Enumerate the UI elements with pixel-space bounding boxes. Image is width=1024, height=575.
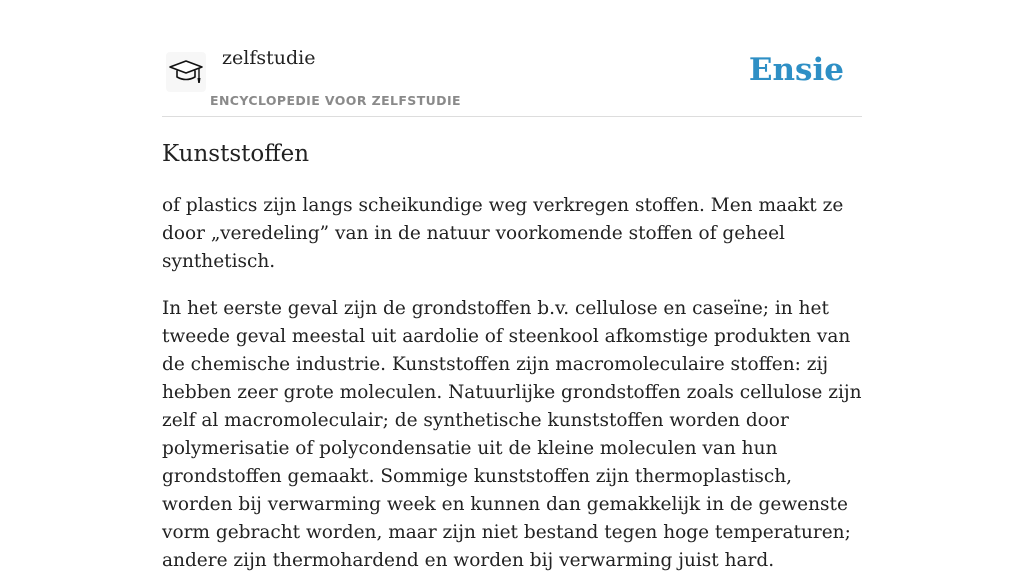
site-header <box>162 0 862 117</box>
article-title: Kunststoffen <box>162 141 310 167</box>
article <box>162 138 862 575</box>
graduation-cap-icon[interactable] <box>166 52 206 92</box>
article-paragraph: of plastics zijn langs scheikundige weg verkregen stoffen. Men maakt ze door „veredeling” van in de natuur voorkomende stoffen of geheel synthetisch. <box>162 195 844 272</box>
brand-tagline: ENCYCLOPEDIE VOOR ZELFSTUDIE <box>210 93 461 108</box>
article-paragraph: In het eerste geval zijn de grondstoffen b.v. cellulose en caseïne; in het tweede geval meestal uit aardolie of steenkool afkomstige produkten van de chemische industrie. Kunststoffen zijn macromoleculaire stoffen: zij hebben zeer grote moleculen. Natuurlijke grondstoffen zoals cellulose zijn zelf al macromoleculair; de synthetische kunststoffen worden door polymerisatie of polycondensatie uit de kleine moleculen van hun grondstoffen gemaakt. Sommige kunststoffen zijn thermoplastisch, worden bij verwarming week en kunnen dan gemakkelijk in de gewenste vorm gebracht worden, maar zijn niet bestand tegen hoge temperaturen; andere zijn thermohardend en worden bij verwarming juist hard. <box>162 298 862 571</box>
brand-name[interactable]: zelfstudie <box>222 47 316 69</box>
ensie-logo[interactable]: Ensie <box>748 52 844 88</box>
